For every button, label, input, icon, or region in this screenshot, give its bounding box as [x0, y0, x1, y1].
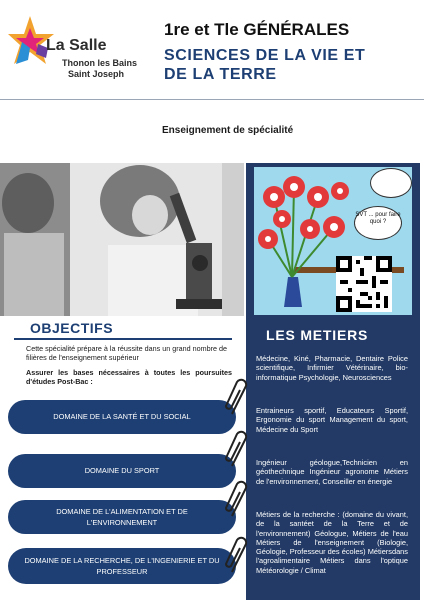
paperclip-icon — [224, 378, 254, 418]
logo-line3: Saint Joseph — [68, 69, 125, 79]
domain-recherche-pill: DOMAINE DE LA RECHERCHE, DE L'INGENIERIE ET DU PROFESSEUR — [8, 548, 236, 584]
domain-sante-pill: DOMAINE DE LA SANTÉ ET DU SOCIAL — [8, 400, 236, 434]
metiers-environnement: Ingénieur géologue,Technicien en géothechnique Ingénieur agronome Métiers de l'environnement, Conseiller en énergie — [256, 458, 408, 486]
paperclip-icon — [224, 430, 254, 470]
logo-line1: La Salle — [46, 37, 107, 54]
qr-code-icon[interactable] — [336, 256, 392, 312]
subtitle: Enseignement de spécialité — [162, 125, 294, 136]
metiers-recherche: Métiers de la recherche : (domaine du vivant, de la santéet de la Terre et de l'environnement) Géologue, Métiers de l'eau Métiers de l'enseignement (Biologie, Géologie, Professeur des écoles) Métiersdans l'agroalimentaire Métiers dans l'optique Météorologie / Climat — [256, 510, 408, 575]
metiers-title: LES METIERS — [266, 327, 369, 343]
microscope-scene-image — [0, 163, 244, 316]
metiers-sante: Médecine, Kiné, Pharmacie, Dentaire Police scientifique, Infirmier Vétérinaire, bio-informatique Psychologie, Neurosciences — [256, 354, 408, 382]
page-title-line1: SCIENCES DE LA VIE ET — [164, 47, 366, 64]
objectifs-title: OBJECTIFS — [30, 320, 114, 336]
thought-bubble-icon — [370, 168, 412, 198]
paperclip-icon — [224, 536, 254, 576]
objectifs-bases: Assurer les bases nécessaires à toutes les poursuites d'études Post-Bac : — [26, 368, 232, 386]
logo-line2: Thonon les Bains — [62, 58, 138, 68]
paperclip-icon — [224, 480, 254, 520]
header-divider — [0, 99, 424, 100]
page-title-level: 1re et Tle GÉNÉRALES — [164, 20, 350, 39]
school-logo — [8, 14, 158, 80]
svt-question-bubble: SVT ... pour faire quoi ? — [354, 206, 402, 240]
page-title-line2: DE LA TERRE — [164, 66, 277, 83]
domain-sport-pill: DOMAINE DU SPORT — [8, 454, 236, 488]
objectifs-intro: Cette spécialité prépare à la réussite dans un grand nombre de filières de l'enseignement supérieur — [26, 344, 227, 362]
metiers-sport: Entraineurs sportif, Educateurs Sportif, Ergonomie du sport Management du sport, Médecine du Sport — [256, 406, 408, 434]
objectifs-underline — [14, 338, 232, 340]
lab-photo — [0, 163, 244, 316]
domain-alimentation-pill: DOMAINE DE L'ALIMENTATION ET DE L'ENVIRONNEMENT — [8, 500, 236, 534]
